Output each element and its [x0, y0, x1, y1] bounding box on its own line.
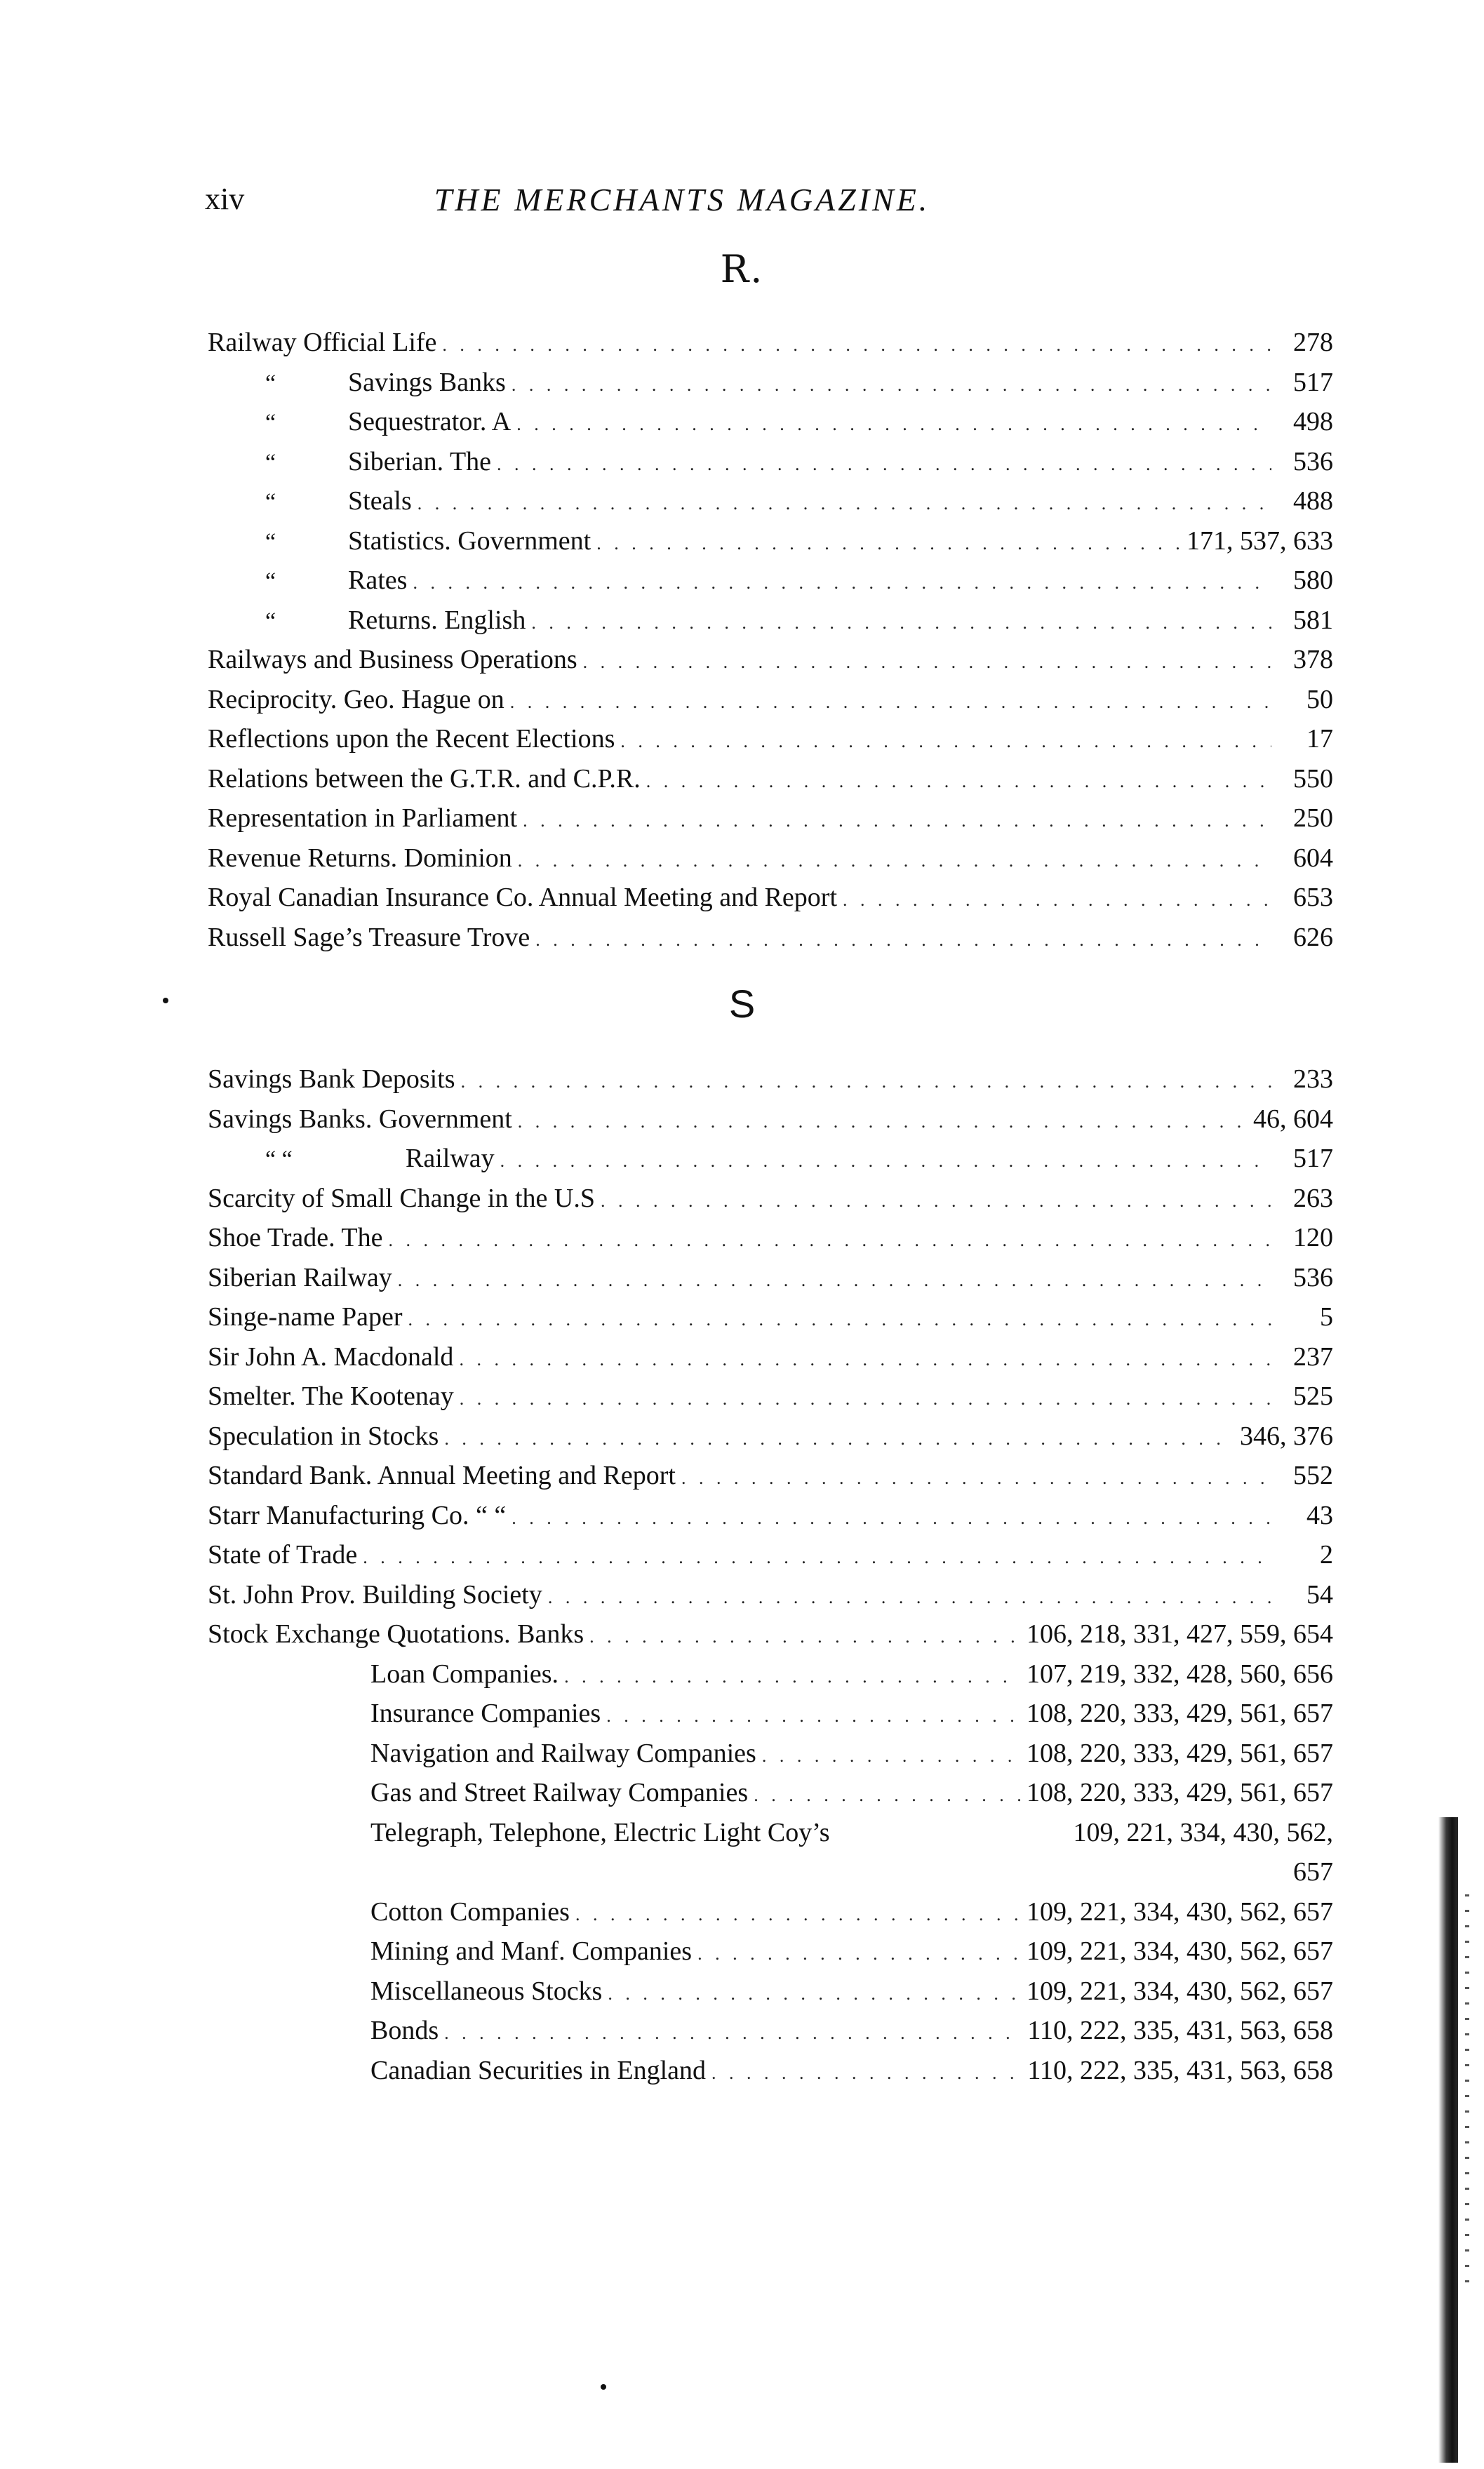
page-reference: 109, 221, 334, 430, 562, 657 — [1027, 1936, 1333, 1966]
ditto-mark: “ — [265, 568, 276, 594]
entry-text: Speculation in Stocks — [208, 1421, 439, 1451]
index-entry — [208, 1059, 1333, 1099]
entry-text: Miscellaneous Stocks — [370, 1976, 603, 2006]
entry-label — [208, 1932, 692, 1971]
entry-text: Insurance Companies — [370, 1699, 601, 1728]
page-reference: 346, 376 — [1240, 1421, 1333, 1451]
entry-label — [208, 1099, 512, 1139]
page-number: xiv — [205, 182, 245, 216]
page-reference: 536 — [1293, 446, 1333, 476]
entry-text: Scarcity of Small Change in the U.S — [208, 1183, 595, 1213]
index-entry — [208, 1575, 1333, 1615]
page-reference: 171, 537, 633 — [1186, 526, 1333, 556]
dot-leader — [444, 1419, 1234, 1459]
entry-label — [208, 1614, 584, 1654]
page-reference: 43 — [1306, 1500, 1333, 1530]
index-entry — [208, 442, 1333, 482]
index-entry — [208, 2011, 1333, 2051]
index-entry — [208, 798, 1333, 838]
entry-text: Revenue Returns. Dominion — [208, 843, 512, 873]
page-reference: 110, 222, 335, 431, 563, 658 — [1027, 2016, 1333, 2045]
dot-leader — [620, 722, 1271, 761]
page-reference: 108, 220, 333, 429, 561, 657 — [1027, 1699, 1333, 1728]
dot-leader — [606, 1697, 1021, 1736]
entry-label — [208, 601, 526, 641]
entry-label — [208, 1535, 357, 1574]
entry-label — [208, 402, 511, 443]
entry-text: Starr Manufacturing Co. “ “ — [208, 1500, 507, 1530]
dot-leader — [459, 1340, 1271, 1379]
dot-leader — [589, 1617, 1021, 1657]
index-entry — [208, 1694, 1333, 1734]
entry-label — [208, 521, 591, 562]
entry-text: Smelter. The Kootenay — [208, 1381, 454, 1411]
entry-label — [208, 1297, 403, 1337]
entry-text: Savings Banks — [348, 367, 506, 397]
index-entry — [208, 1654, 1333, 1694]
page-reference: 552 — [1293, 1461, 1333, 1490]
entry-label — [208, 798, 517, 838]
page-reference: 109, 221, 334, 430, 562, — [1073, 1817, 1333, 1847]
entry-text: Stock Exchange Quotations. Banks — [208, 1619, 584, 1649]
stray-mark — [601, 2384, 606, 2390]
page-reference: 378 — [1293, 645, 1333, 674]
page-reference: 604 — [1293, 843, 1333, 873]
dot-leader — [500, 1142, 1271, 1181]
entry-text: Canadian Securities in England — [370, 2055, 707, 2085]
ditto-mark: “ — [265, 489, 276, 515]
dot-leader — [408, 1300, 1271, 1339]
entry-text: Rates — [348, 566, 408, 595]
entry-text: Telegraph, Telephone, Electric Light Coy’s — [370, 1817, 830, 1847]
entry-text: Railway Official Life — [208, 328, 437, 357]
entry-label — [208, 323, 436, 362]
entry-text: Relations between the G.T.R. and C.P.R. — [208, 763, 641, 794]
dot-leader — [711, 2054, 1022, 2093]
dot-leader — [398, 1261, 1271, 1300]
entry-label — [208, 1456, 676, 1495]
index-entry — [208, 1535, 1333, 1575]
entry-label — [208, 759, 641, 798]
page-reference: 2 — [1320, 1540, 1333, 1570]
index-entry — [208, 918, 1333, 958]
dot-leader — [548, 1578, 1271, 1617]
index-entry — [208, 1892, 1333, 1932]
dot-leader — [417, 484, 1271, 523]
dot-leader — [681, 1459, 1271, 1498]
section-heading-s: S — [728, 982, 756, 1026]
dot-leader — [460, 1379, 1271, 1419]
dot-leader — [518, 1102, 1248, 1142]
entry-text: Sir John A. Macdonald — [208, 1341, 454, 1372]
index-entry — [208, 1139, 1333, 1179]
index-entry — [208, 363, 1333, 403]
page-reference: 536 — [1293, 1262, 1333, 1292]
index-entry — [208, 878, 1333, 918]
entry-label — [208, 1773, 748, 1812]
index-entry — [208, 1456, 1333, 1496]
section-heading-r: R. — [720, 247, 764, 291]
entry-text: Reflections upon the Recent Elections — [208, 724, 615, 754]
entry-text: Royal Canadian Insurance Co. Annual Meeting and Report — [208, 883, 838, 912]
entry-label — [208, 918, 530, 957]
dot-leader — [497, 445, 1271, 484]
page-reference: 525 — [1293, 1381, 1333, 1411]
entry-label — [208, 561, 407, 601]
entry-text: Bonds — [370, 2016, 439, 2045]
dot-leader — [646, 762, 1271, 801]
dot-leader — [516, 405, 1271, 444]
page-reference: 250 — [1293, 803, 1333, 833]
entry-text: Siberian Railway — [208, 1262, 392, 1292]
page-reference: 17 — [1306, 724, 1333, 754]
entry-text: Sequestrator. A — [348, 407, 512, 436]
index-section-s — [208, 1059, 1333, 2090]
page-reference: 233 — [1293, 1064, 1333, 1094]
page-reference: 580 — [1293, 566, 1333, 595]
dot-leader — [762, 1737, 1021, 1776]
page-reference: 46, 604 — [1253, 1104, 1333, 1134]
index-entry — [208, 521, 1333, 561]
page-edge-marks — [1465, 1894, 1469, 2287]
index-entry — [208, 640, 1333, 680]
entry-label — [208, 1813, 830, 1852]
entry-text: Singe-name Paper — [208, 1302, 403, 1332]
page-reference: 653 — [1293, 883, 1333, 912]
entry-text: St. John Prov. Building Society — [208, 1579, 542, 1610]
ditto-mark: “ — [265, 608, 276, 634]
entry-label — [208, 1496, 506, 1535]
entry-label — [208, 1377, 454, 1416]
page-reference: 108, 220, 333, 429, 561, 657 — [1027, 1738, 1333, 1768]
dot-leader — [442, 326, 1271, 365]
entry-text: Loan Companies. — [370, 1659, 559, 1689]
ditto-mark: “ — [265, 370, 276, 396]
entry-label — [208, 1694, 601, 1733]
entry-text: Russell Sage’s Treasure Trove — [208, 922, 530, 952]
entry-text: Representation in Parliament — [208, 803, 518, 833]
page-reference: 106, 218, 331, 427, 559, 654 — [1027, 1619, 1333, 1649]
dot-leader — [564, 1657, 1021, 1697]
index-entry — [208, 1614, 1333, 1654]
dot-leader — [510, 683, 1271, 722]
index-entry — [208, 759, 1333, 799]
page-reference: 108, 220, 333, 429, 561, 657 — [1027, 1778, 1333, 1807]
index-entry — [208, 1496, 1333, 1536]
entry-label — [208, 481, 412, 522]
index-entry — [208, 1734, 1333, 1774]
entry-text: Gas and Street Railway Companies — [370, 1778, 749, 1807]
entry-text: Reciprocity. Geo. Hague on — [208, 684, 504, 714]
entry-label — [208, 363, 506, 403]
entry-label — [208, 1575, 542, 1614]
dot-leader — [583, 643, 1271, 682]
page-reference: 657 — [1293, 1857, 1333, 1887]
page-edge-shadow — [1438, 1817, 1458, 2463]
page-reference: 5 — [1320, 1302, 1333, 1332]
index-entry — [208, 561, 1333, 601]
index-entry — [208, 481, 1333, 521]
entry-label — [208, 1258, 392, 1297]
dot-leader — [512, 1499, 1271, 1538]
entry-label — [208, 1892, 570, 1932]
index-entry — [208, 1258, 1333, 1298]
index-entry — [208, 1852, 1333, 1892]
page-reference: 109, 221, 334, 430, 562, 657 — [1027, 1896, 1333, 1927]
entry-label — [208, 878, 837, 917]
index-entry — [208, 323, 1333, 363]
entry-text: Siberian. The — [348, 446, 492, 476]
index-entry — [208, 601, 1333, 641]
page-reference: 109, 221, 334, 430, 562, 657 — [1027, 1976, 1333, 2006]
ditto-mark: “ — [265, 449, 276, 476]
dot-leader — [608, 1974, 1021, 2014]
dot-leader — [843, 881, 1271, 920]
index-entry — [208, 1218, 1333, 1258]
page-reference: 278 — [1293, 328, 1333, 357]
dot-leader — [518, 841, 1271, 881]
ditto-mark: “ — [265, 410, 276, 436]
index-entry — [208, 838, 1333, 878]
page-reference: 626 — [1293, 922, 1333, 952]
entry-label — [208, 2051, 706, 2090]
entry-text: Standard Bank. Annual Meeting and Report — [208, 1461, 676, 1490]
ditto-mark: “ — [265, 528, 276, 555]
dot-leader — [596, 524, 1181, 563]
index-entry — [208, 719, 1333, 759]
dot-leader — [461, 1062, 1271, 1102]
entry-text: Statistics. Government — [348, 526, 591, 556]
entry-text: State of Trade — [208, 1540, 358, 1570]
entry-label — [208, 1417, 439, 1456]
dot-leader — [388, 1221, 1271, 1260]
entry-text: Savings Bank Deposits — [208, 1064, 455, 1094]
page-reference: 110, 222, 335, 431, 563, 658 — [1027, 2055, 1333, 2085]
page-reference: 517 — [1293, 367, 1333, 397]
page-header — [205, 181, 1159, 230]
page-reference: 263 — [1293, 1183, 1333, 1213]
page-reference: 498 — [1293, 407, 1333, 436]
index-entry — [208, 1773, 1333, 1813]
page-reference: 488 — [1293, 486, 1333, 516]
dot-leader — [754, 1776, 1021, 1815]
index-entry — [208, 1972, 1333, 2012]
running-title: THE MERCHANTS MAGAZINE. — [434, 182, 930, 218]
entry-text: Navigation and Railway Companies — [370, 1738, 756, 1768]
entry-text: Mining and Manf. Companies — [370, 1936, 693, 1966]
ditto-mark: “ “ — [265, 1146, 293, 1172]
entry-label — [208, 1337, 453, 1377]
entry-label — [208, 1972, 602, 2011]
entry-label — [208, 719, 615, 758]
index-entry — [208, 680, 1333, 720]
index-entry — [208, 402, 1333, 442]
entry-text: Shoe Trade. The — [208, 1223, 383, 1252]
index-entry — [208, 1417, 1333, 1457]
index-entry — [208, 1337, 1333, 1377]
dot-leader — [512, 366, 1271, 405]
index-section-r — [208, 323, 1333, 957]
entry-text: Savings Banks. Government — [208, 1104, 512, 1134]
dot-leader — [601, 1182, 1271, 1221]
index-entry — [208, 1932, 1333, 1972]
dot-leader — [575, 1895, 1021, 1934]
entry-text: Railways and Business Operations — [208, 645, 577, 674]
entry-label — [208, 1179, 595, 1218]
page-reference: 120 — [1293, 1223, 1333, 1252]
entry-label — [208, 640, 577, 679]
page-reference: 581 — [1293, 605, 1333, 635]
index-entry — [208, 1377, 1333, 1417]
dot-leader — [363, 1538, 1271, 1577]
entry-label — [208, 1218, 382, 1257]
dot-leader — [531, 603, 1271, 643]
page-reference: 54 — [1306, 1579, 1333, 1610]
entry-text: Steals — [348, 486, 412, 516]
index-entry — [208, 2051, 1333, 2091]
dot-leader — [444, 2014, 1022, 2053]
dot-leader — [535, 921, 1271, 960]
index-entry — [208, 1179, 1333, 1219]
page-reference: 107, 219, 332, 428, 560, 656 — [1027, 1659, 1333, 1689]
index-entry — [208, 1099, 1333, 1139]
entry-text: Railway — [406, 1144, 495, 1173]
entry-label — [208, 838, 512, 878]
page-reference: 237 — [1293, 1341, 1333, 1372]
entry-text: Returns. English — [348, 605, 526, 635]
dot-leader — [697, 1934, 1021, 1974]
entry-label — [208, 1734, 756, 1773]
dot-leader — [413, 563, 1271, 603]
entry-label — [208, 1654, 559, 1694]
page-reference: 50 — [1306, 684, 1333, 714]
entry-label — [208, 1139, 495, 1179]
entry-text: Cotton Companies — [370, 1896, 570, 1927]
dot-leader — [523, 801, 1271, 841]
entry-label — [208, 680, 504, 719]
page-reference: 517 — [1293, 1144, 1333, 1173]
entry-label — [208, 2011, 439, 2050]
index-entry — [208, 1297, 1333, 1337]
index-entry — [208, 1813, 1333, 1853]
entry-label — [208, 1059, 455, 1099]
page-reference: 550 — [1293, 763, 1333, 794]
entry-label — [208, 442, 491, 483]
